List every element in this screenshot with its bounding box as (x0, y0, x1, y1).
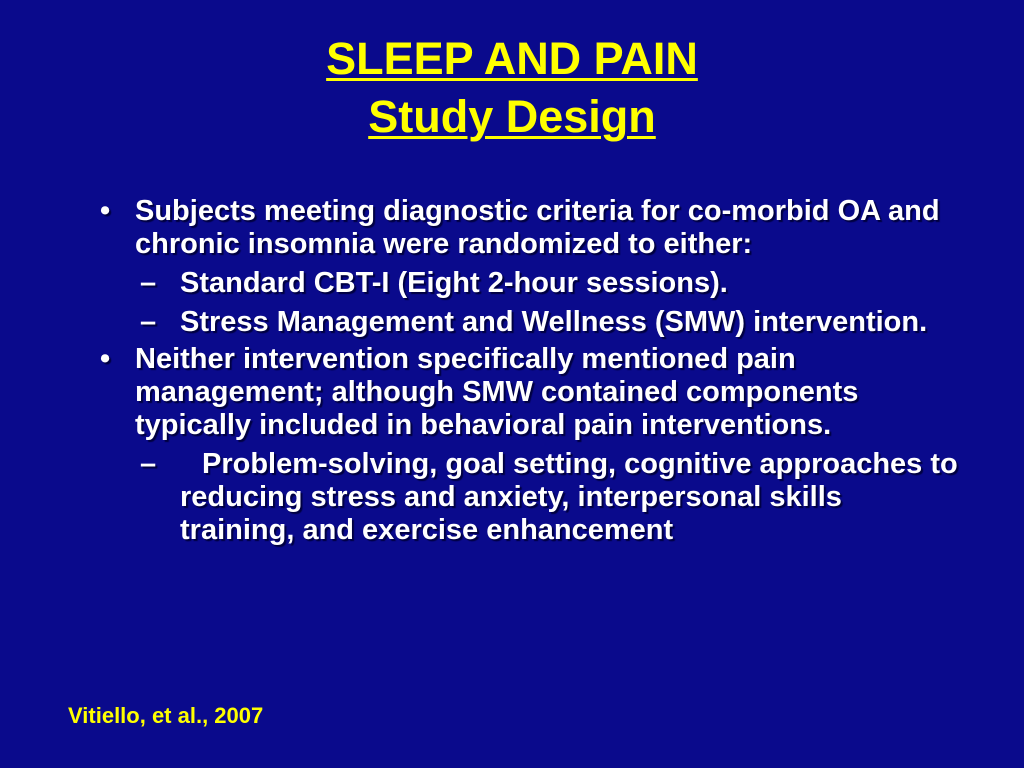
title-line-2: Study Design (368, 91, 656, 142)
citation: Vitiello, et al., 2007 (68, 703, 264, 728)
sub-bullet-text: Standard CBT-I (Eight 2-hour sessions). (180, 267, 728, 299)
bullet-text: Neither intervention specifically mentioned pain management; although SMW contained components typically included in behavioral pain interventions. (135, 343, 859, 441)
bullet-marker: • (100, 195, 111, 227)
bullet-marker: • (100, 343, 111, 375)
dash-marker: – (140, 306, 157, 338)
sub-bullet-item (100, 448, 960, 547)
sub-bullet-item (100, 267, 960, 300)
bullet-list (100, 195, 960, 551)
dash-marker: – (140, 448, 157, 480)
bullet-item (100, 195, 960, 261)
slide-title (0, 30, 1024, 146)
sub-bullet-item (100, 306, 960, 339)
bullet-item (100, 343, 960, 442)
title-line-1: SLEEP AND PAIN (326, 33, 698, 84)
sub-bullet-text: Problem-solving, goal setting, cognitive approaches to reducing stress and anxiety, interpersonal skills training, and exercise enhancement (180, 448, 958, 546)
dash-marker: – (140, 267, 157, 299)
bullet-text: Subjects meeting diagnostic criteria for co-morbid OA and chronic insomnia were randomized to either: (135, 195, 940, 260)
sub-bullet-text: Stress Management and Wellness (SMW) intervention. (180, 306, 928, 338)
